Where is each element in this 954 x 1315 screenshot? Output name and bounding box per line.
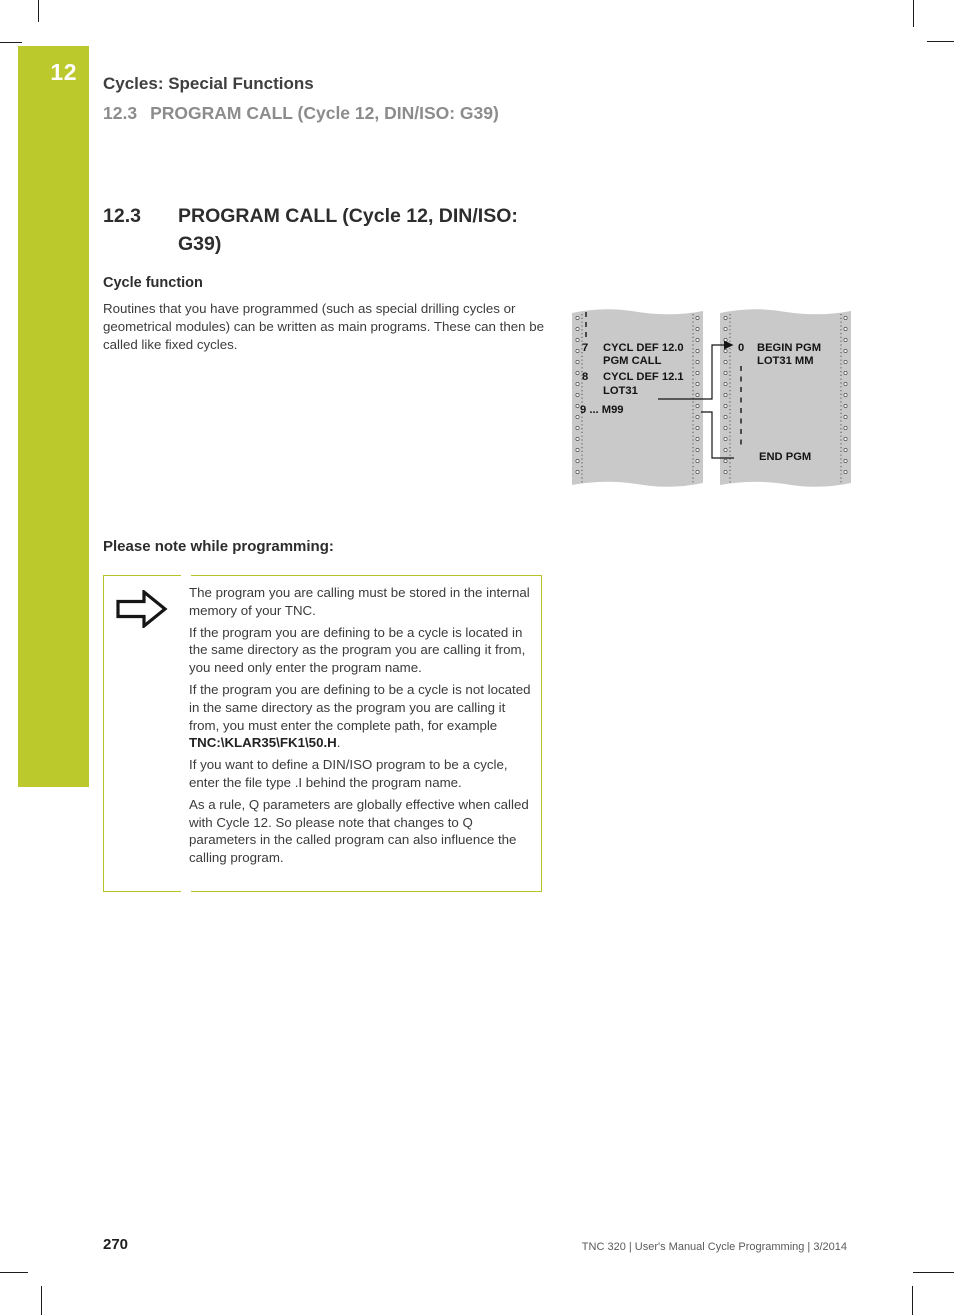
- section-heading-title: PROGRAM CALL (Cycle 12, DIN/ISO: G39): [178, 205, 518, 255]
- note-path-prefix: If the program you are defining to be a cycle is not located in the same directory as the program you are calling it from, you must enter the complete path, for example: [189, 681, 531, 733]
- crop-mark-bottom-left-h: [0, 1272, 28, 1273]
- chapter-number: 12: [50, 59, 77, 85]
- called-program-sheet: [720, 309, 851, 487]
- note-text-column: [189, 584, 536, 871]
- nc-block-lot31: LOT31: [603, 385, 638, 397]
- note-example-path: TNC:\KLAR35\FK1\50.H: [189, 735, 337, 751]
- section-heading-number: 12.3: [103, 205, 141, 227]
- note-path-suffix: .: [336, 735, 341, 751]
- section-heading: [103, 202, 550, 258]
- cycle-function-heading: Cycle function: [103, 275, 203, 291]
- running-header-section-title: PROGRAM CALL (Cycle 12, DIN/ISO: G39): [150, 103, 499, 123]
- nc-block-7-text: CYCL DEF 12.0: [603, 342, 684, 354]
- nc-block-lot31-mm: LOT31 MM: [757, 355, 814, 367]
- nc-block-pgm-call: PGM CALL: [603, 355, 662, 367]
- note-box-border-gap-bottom: [181, 889, 191, 893]
- note-paragraph: [189, 681, 536, 752]
- crop-mark-bottom-left-v: [41, 1286, 42, 1315]
- nc-block-0-number: 0: [738, 342, 745, 354]
- note-paragraph: If the program you are defining to be a cycle is located in the same directory as the program you are calling it from, you need only enter the program name.: [189, 624, 526, 676]
- running-header-chapter-title: Cycles: Special Functions: [103, 74, 314, 93]
- running-header-section: [103, 103, 499, 124]
- nc-block-end-pgm: END PGM: [759, 451, 812, 463]
- page-number: 270: [103, 1236, 129, 1253]
- crop-mark-bottom-right-v: [912, 1286, 913, 1315]
- note-paragraph: As a rule, Q parameters are globally effective when called with Cycle 12. So please note that changes to Q parameters in the called program can also influence the calling program.: [189, 796, 529, 866]
- running-header-section-number: 12.3: [103, 103, 138, 123]
- nc-block-7-number: 7: [582, 342, 589, 354]
- note-paragraph: If you want to define a DIN/ISO program to be a cycle, enter the file type .I behind the program name.: [189, 757, 508, 790]
- nc-block-9-m99: 9 ... M99: [580, 404, 624, 416]
- note-paragraph: The program you are calling must be stored in the internal memory of your TNC.: [189, 585, 530, 618]
- footer-manual-info: TNC 320 | User's Manual Cycle Programming | 3/2014: [581, 1241, 847, 1253]
- crop-mark-bottom-right-h: [913, 1272, 954, 1273]
- crop-mark-top-left-v: [38, 0, 39, 22]
- chapter-tab-bar: [18, 46, 89, 787]
- nc-block-begin-pgm: BEGIN PGM: [757, 342, 822, 354]
- program-call-diagram: [560, 298, 860, 498]
- crop-mark-top-right-v: [913, 0, 914, 27]
- nc-block-8-text: CYCL DEF 12.1: [603, 371, 684, 383]
- note-arrow-icon: [116, 590, 168, 628]
- crop-mark-top-left-h: [0, 42, 22, 43]
- nc-block-8-number: 8: [582, 371, 589, 383]
- note-section-heading: Please note while programming:: [103, 538, 334, 555]
- cycle-function-body: Routines that you have programmed (such as special drilling cycles or geometrical modules) can be written as main programs. These can then be called like fixed cycles.: [103, 301, 544, 352]
- note-box: [103, 575, 542, 892]
- note-box-border-gap-top: [181, 574, 191, 578]
- crop-mark-top-right-h: [927, 41, 954, 42]
- calling-program-sheet: [572, 309, 703, 487]
